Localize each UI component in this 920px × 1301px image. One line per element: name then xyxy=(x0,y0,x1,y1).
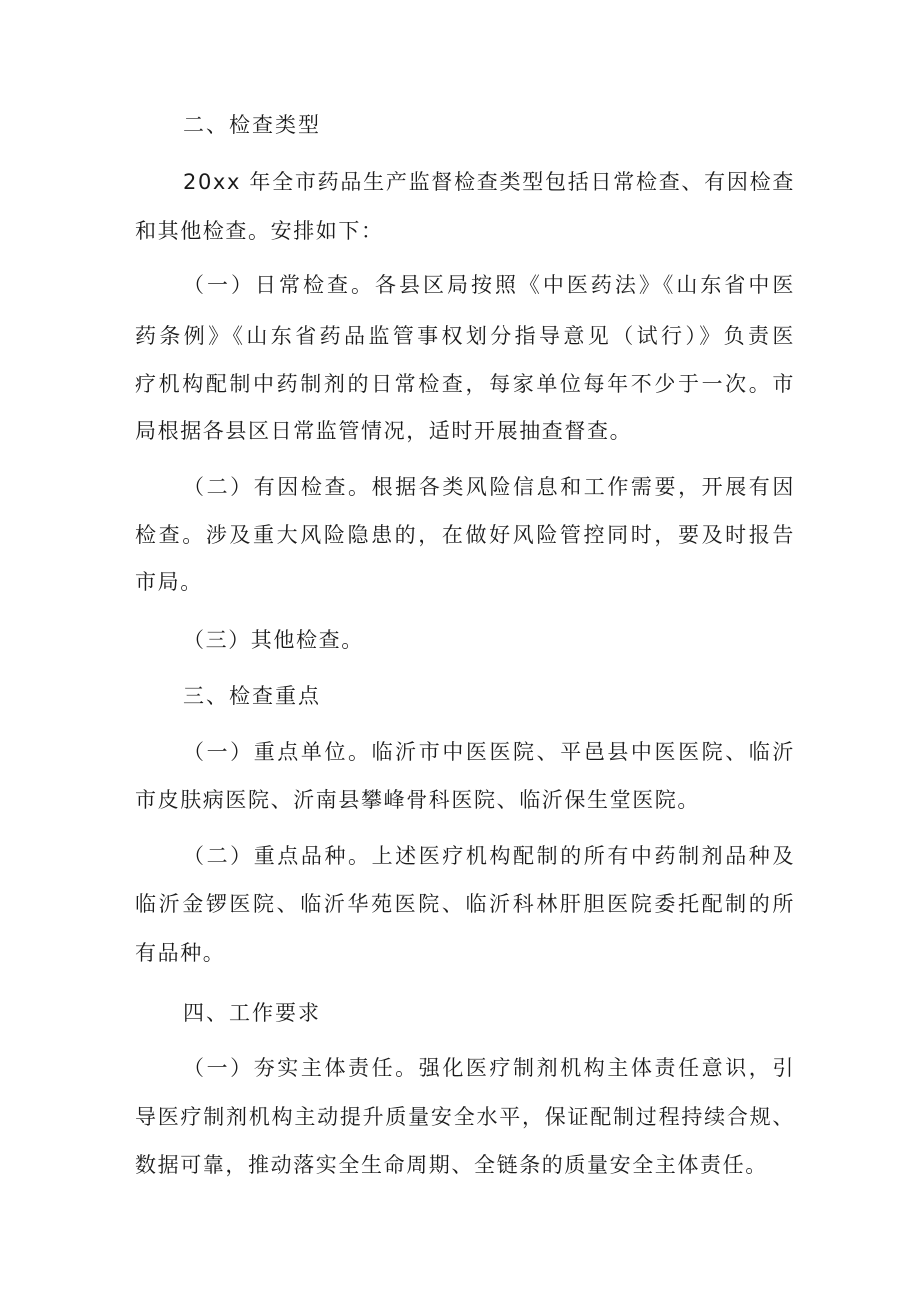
paragraph-line: （一）夯实主体责任。强化医疗制剂机构主体责任意识，引 xyxy=(183,1056,795,1080)
section-heading-work-requirements: 四、工作要求 xyxy=(183,1001,321,1025)
paragraph-line: 导医疗制剂机构主动提升质量安全水平，保证配制过程持续合规、 xyxy=(135,1105,795,1129)
paragraph-line: （一）重点单位。临沂市中医医院、平邑县中医医院、临沂 xyxy=(183,740,795,764)
paragraph-line: 20xx 年全市药品生产监督检查类型包括日常检查、有因检查 xyxy=(183,170,795,194)
paragraph-line: 有品种。 xyxy=(135,941,226,965)
paragraph-line: 市皮肤病医院、沂南县攀峰骨科医院、临沂保生堂医院。 xyxy=(135,788,700,812)
paragraph-line: （一）日常检查。各县区局按照《中医药法》《山东省中医 xyxy=(183,273,795,297)
paragraph-line: 和其他检查。安排如下： xyxy=(135,219,384,243)
paragraph-line: 市局。 xyxy=(135,570,203,594)
paragraph-line: 检查。涉及重大风险隐患的，在做好风险管控同时，要及时报告 xyxy=(135,523,795,547)
paragraph-line: （二）重点品种。上述医疗机构配制的所有中药制剂品种及 xyxy=(183,844,795,868)
paragraph-line: 数据可靠，推动落实全生命周期、全链条的质量安全主体责任。 xyxy=(135,1153,768,1177)
section-heading-inspection-focus: 三、检查重点 xyxy=(183,684,321,708)
paragraph-line: 药条例》《山东省药品监管事权划分指导意见（试行）》负责医 xyxy=(135,324,795,348)
paragraph-line: （三）其他检查。 xyxy=(183,628,364,652)
paragraph-line: 疗机构配制中药制剂的日常检查，每家单位每年不少于一次。市 xyxy=(135,372,795,396)
section-heading-inspection-types: 二、检查类型 xyxy=(183,113,321,137)
paragraph-line: 临沂金锣医院、临沂华苑医院、临沂科林肝胆医院委托配制的所 xyxy=(135,892,795,916)
paragraph-line: 局根据各县区日常监管情况，适时开展抽查督查。 xyxy=(135,419,633,443)
paragraph-line: （二）有因检查。根据各类风险信息和工作需要，开展有因 xyxy=(183,475,795,499)
